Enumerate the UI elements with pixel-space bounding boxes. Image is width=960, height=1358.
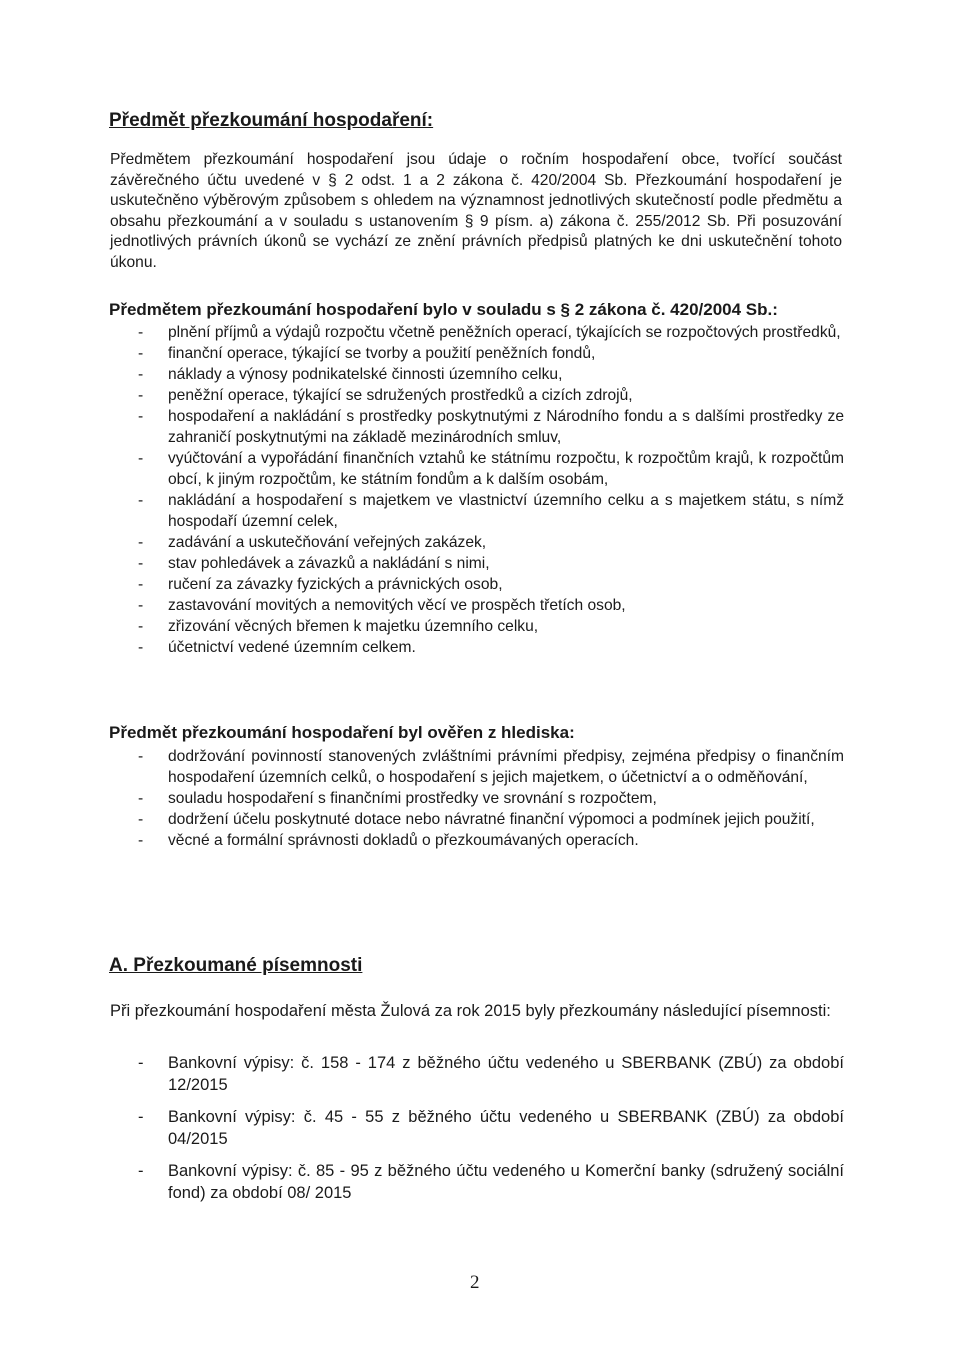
list-item: - dodržení účelu poskytnuté dotace nebo návratné finanční výpomoci a podmínek jejich použití,	[110, 809, 844, 830]
list-item: - peněžní operace, týkající se sdružených prostředků a cizích zdrojů,	[110, 385, 844, 406]
verification-list	[110, 746, 844, 851]
list-item: - účetnictví vedené územním celkem.	[110, 637, 844, 658]
documents-intro: Při přezkoumání hospodaření města Žulová za rok 2015 byly přezkoumány následující písemnosti:	[110, 1002, 831, 1020]
list-item: - náklady a výnosy podnikatelské činnosti územního celku,	[110, 364, 844, 385]
list-item: - Bankovní výpisy: č. 85 - 95 z běžného účtu vedeného u Komerční banky (sdružený sociální fond) za období 08/ 2015	[110, 1160, 844, 1204]
list-item: - ručení za závazky fyzických a právnických osob,	[110, 574, 844, 595]
scope-list	[110, 322, 844, 658]
list-item: - vyúčtování a vypořádání finančních vztahů ke státnímu rozpočtu, k rozpočtům krajů, k rozpočtům obcí, k jiným rozpočtům, ke státním fondům a k dalším osobám,	[110, 448, 844, 490]
list-item: - stav pohledávek a závazků a nakládání s nimi,	[110, 553, 844, 574]
page-number: 2	[470, 1272, 480, 1293]
list-item: - Bankovní výpisy: č. 45 - 55 z běžného účtu vedeného u SBERBANK (ZBÚ) za období 04/2015	[110, 1106, 844, 1150]
list-item: - věcné a formální správnosti dokladů o přezkoumávaných operacích.	[110, 830, 844, 851]
list-item: - hospodaření a nakládání s prostředky poskytnutými z Národního fondu a s dalšími prostředky ze zahraničí poskytnutými na základě mezinárodních smluv,	[110, 406, 844, 448]
list-item: - finanční operace, týkající se tvorby a použití peněžních fondů,	[110, 343, 844, 364]
list-item: - zastavování movitých a nemovitých věcí ve prospěch třetích osob,	[110, 595, 844, 616]
list-item: - zřizování věcných břemen k majetku územního celku,	[110, 616, 844, 637]
section-title-subject: Předmět přezkoumání hospodaření:	[109, 110, 434, 131]
documents-list	[110, 1052, 844, 1214]
list-item: - nakládání a hospodaření s majetkem ve vlastnictví územního celku a s majetkem státu, s nímž hospodaří územní celek,	[110, 490, 844, 532]
list-item: - plnění příjmů a výdajů rozpočtu včetně peněžních operací, týkajících se rozpočtových prostředků,	[110, 322, 844, 343]
list-item: - zadávání a uskutečňování veřejných zakázek,	[110, 532, 844, 553]
section-title-verification: Předmět přezkoumání hospodaření byl ověřen z hlediska:	[109, 723, 575, 742]
list-item: - dodržování povinností stanovených zvláštními právními předpisy, zejména předpisy o finančním hospodaření územních celků, o hospodaření s jejich majetkem, o účetnictví a o odměňování,	[110, 746, 844, 788]
list-item: - Bankovní výpisy: č. 158 - 174 z běžného účtu vedeného u SBERBANK (ZBÚ) za období 12/2015	[110, 1052, 844, 1096]
section-title-scope: Předmětem přezkoumání hospodaření bylo v souladu s § 2 zákona č. 420/2004 Sb.:	[109, 300, 778, 319]
list-item: - souladu hospodaření s finančními prostředky ve srovnání s rozpočtem,	[110, 788, 844, 809]
subject-paragraph: Předmětem přezkoumání hospodaření jsou údaje o ročním hospodaření obce, tvořící součást závěrečného účtu uvedené v § 2 odst. 1 a 2 zákona č. 420/2004 Sb. Přezkoumání hospodaření je uskutečněno výběrovým způsobem s ohledem na významnost jednotlivých skutečností podle předmětu a obsahu přezkoumání a v souladu s ustanovením § 9 písm. a) zákona č. 255/2012 Sb. Při posuzování jednotlivých právních úkonů se vychází ze znění právních předpisů platných ke dni uskutečnění tohoto úkonu.	[110, 151, 842, 271]
section-title-documents: A. Přezkoumané písemnosti	[109, 955, 363, 976]
